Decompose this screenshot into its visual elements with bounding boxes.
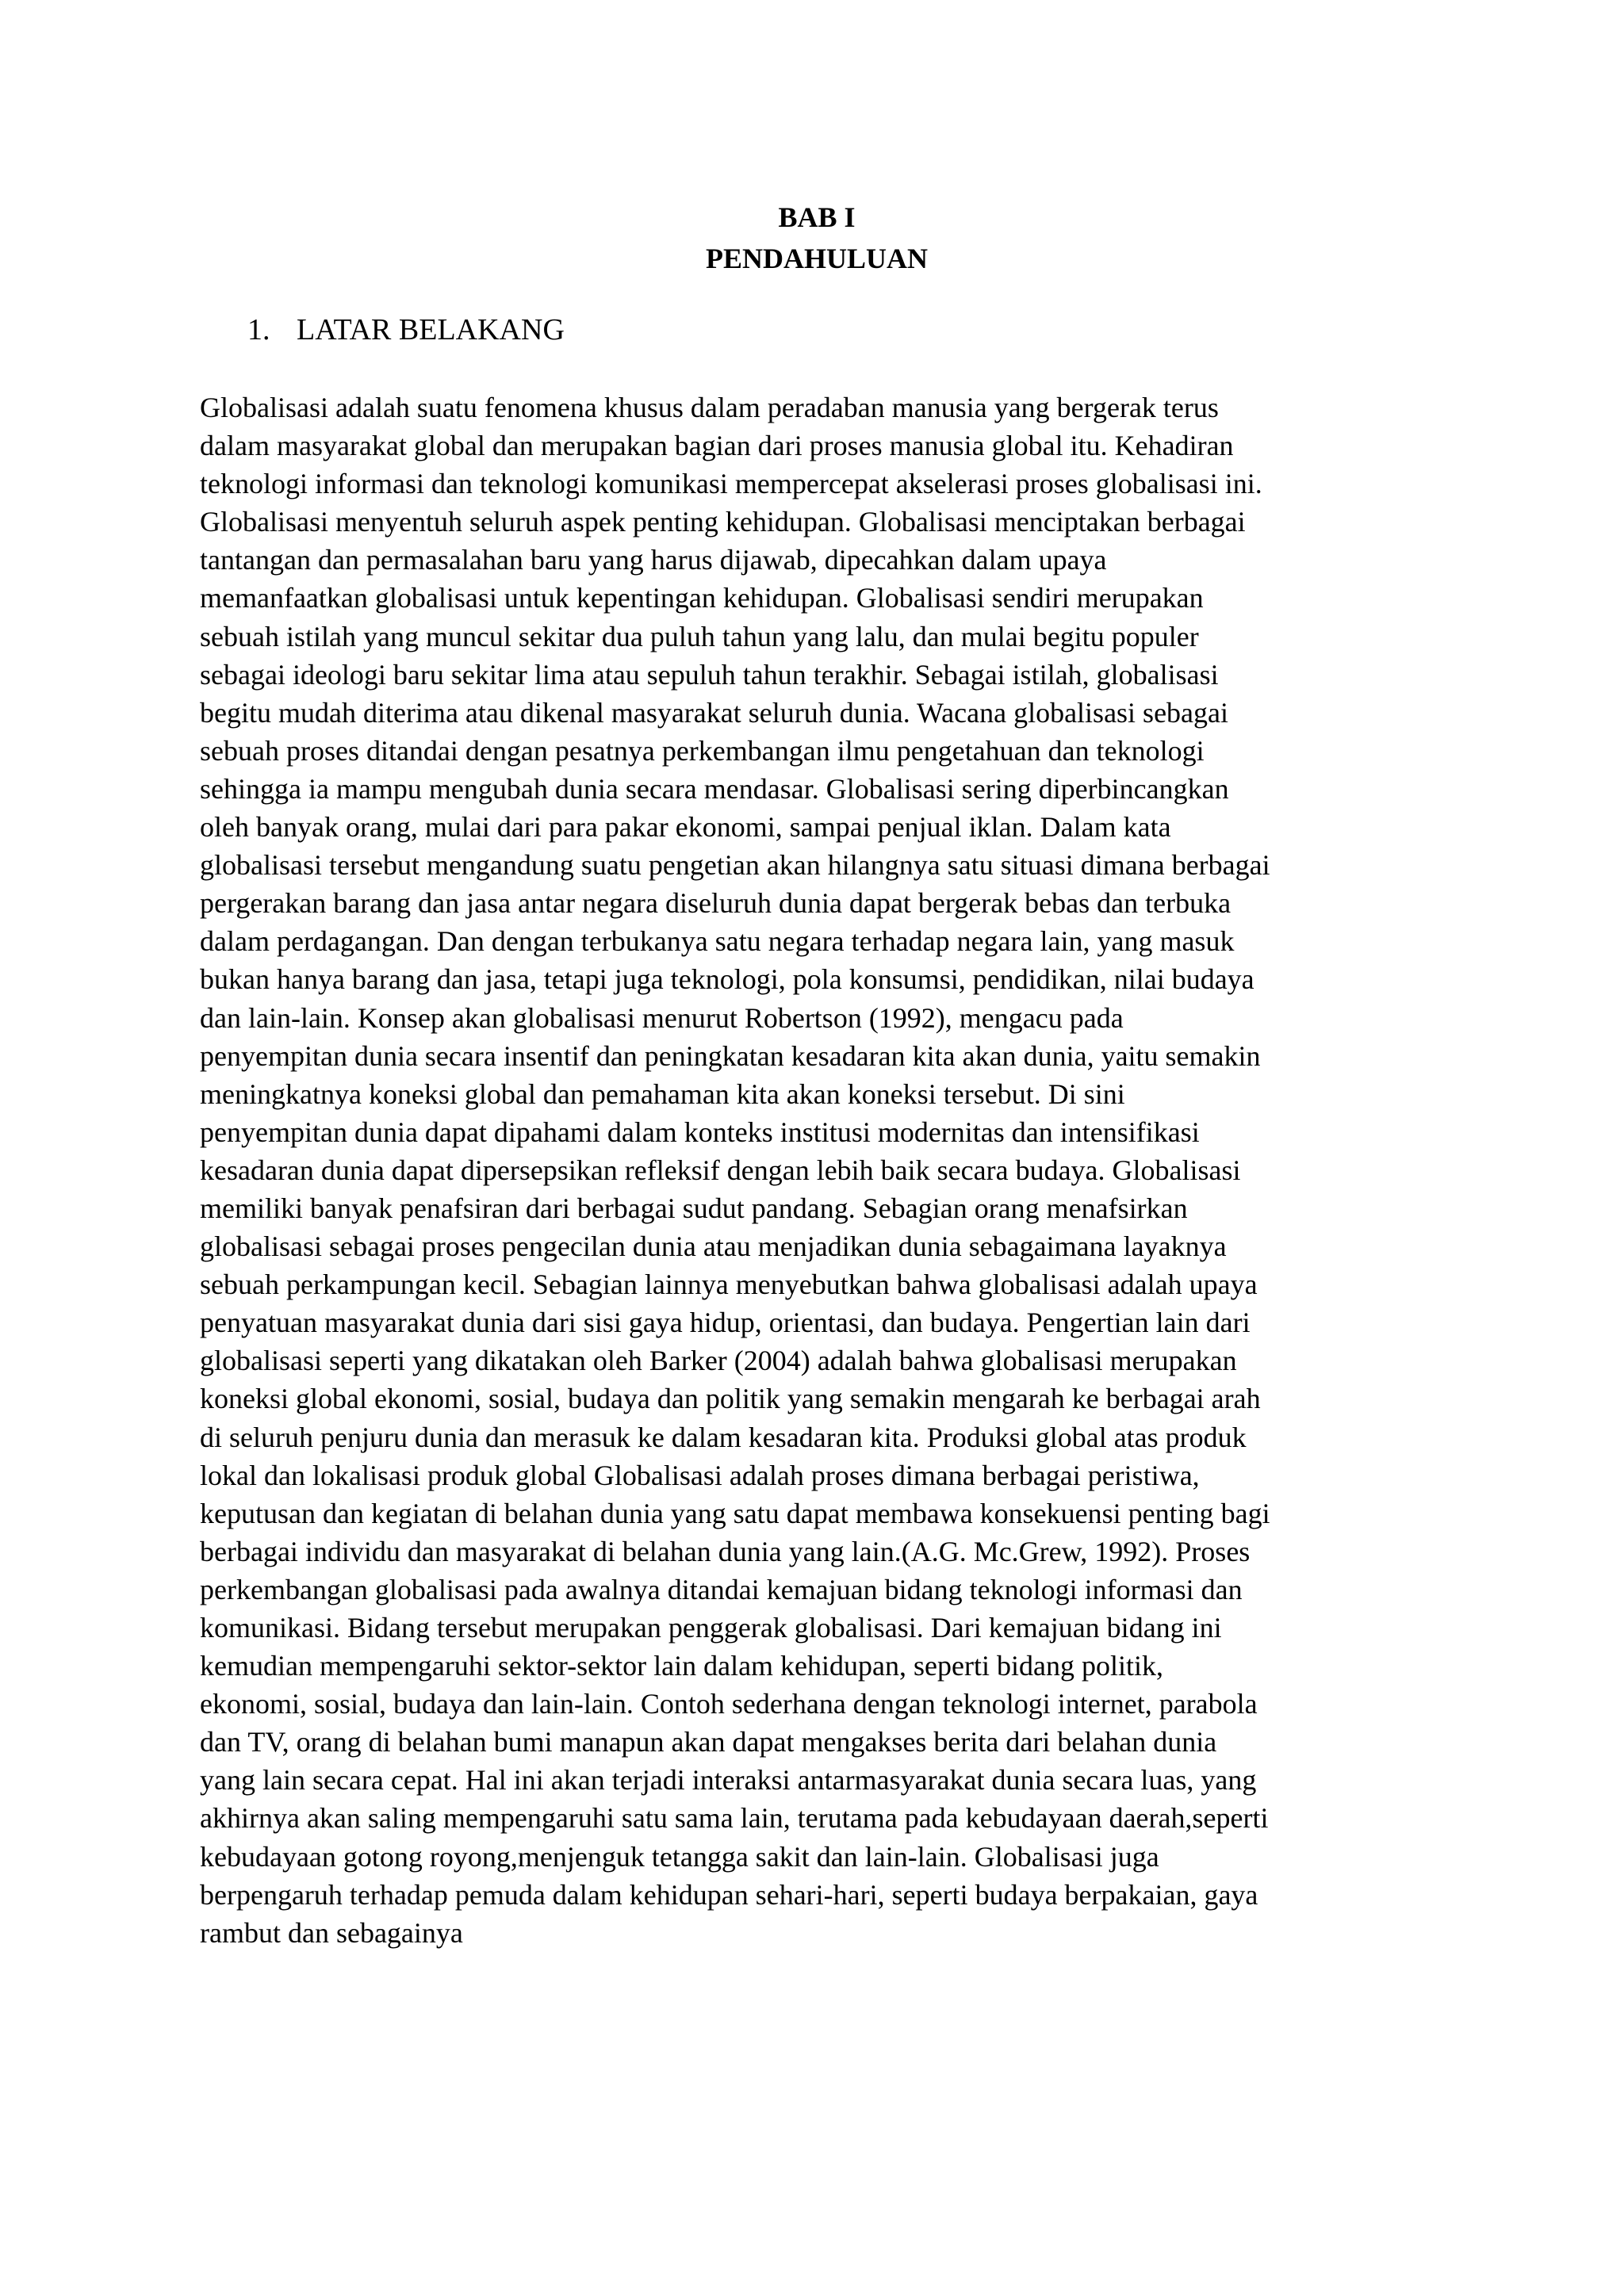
body-text-line: kemudian mempengaruhi sektor-sektor lain dalam kehidupan, seperti bidang politik, [200,1650,1163,1682]
body-text-line: memiliki banyak penafsiran dari berbagai sudut pandang. Sebagian orang menafsirkan [200,1192,1188,1224]
body-text-line: meningkatnya koneksi global dan pemahaman kita akan koneksi tersebut. Di sini [200,1077,1125,1110]
body-text-line: di seluruh penjuru dunia dan merasuk ke dalam kesadaran kita. Produksi global atas produk [200,1421,1247,1453]
body-text-line: keputusan dan kegiatan di belahan dunia yang satu dapat membawa konsekuensi penting bagi [200,1497,1270,1529]
body-text-line: pergerakan barang dan jasa antar negara diseluruh dunia dapat bergerak bebas dan terbuka [200,887,1231,920]
body-text-line: globalisasi sebagai proses pengecilan dunia atau menjadikan dunia sebagaimana layaknya [200,1230,1227,1263]
body-text-line: dan lain-lain. Konsep akan globalisasi menurut Robertson (1992), mengacu pada [200,1001,1124,1034]
body-text-line: dan TV, orang di belahan bumi manapun akan dapat mengakses berita dari belahan dunia [200,1726,1217,1758]
body-text-line: oleh banyak orang, mulai dari para pakar ekonomi, sampai penjual iklan. Dalam kata [200,811,1171,844]
body-text-line: akhirnya akan saling mempengaruhi satu sama lain, terutama pada kebudayaan daerah,seperti [200,1802,1269,1835]
body-text-line: globalisasi seperti yang dikatakan oleh Barker (2004) adalah bahwa globalisasi merupakan [200,1345,1237,1377]
chapter-heading [690,197,944,279]
body-text-line: sehingga ia mampu mengubah dunia secara mendasar. Globalisasi sering diperbincangkan [200,772,1229,805]
body-text-line: Globalisasi adalah suatu fenomena khusus dalam peradaban manusia yang bergerak terus [200,392,1219,423]
body-text-line: Globalisasi menyentuh seluruh aspek penting kehidupan. Globalisasi menciptakan berbagai [200,506,1246,538]
body-text-line: teknologi informasi dan teknologi komunikasi mempercepat akselerasi proses globalisasi ini. [200,468,1262,500]
body-text-line: penyatuan masyarakat dunia dari sisi gaya hidup, orientasi, dan budaya. Pengertian lain dari [200,1307,1251,1339]
body-text-line: berbagai individu dan masyarakat di belahan dunia yang lain.(A.G. Mc.Grew, 1992). Proses [200,1535,1251,1567]
body-text-line: dalam masyarakat global dan merupakan bagian dari proses manusia global itu. Kehadiran [200,430,1234,462]
body-text-line: bukan hanya barang dan jasa, tetapi juga teknologi, pola konsumsi, pendidikan, nilai budaya [200,963,1254,996]
section-title: LATAR BELAKANG [297,313,565,346]
body-text-line: kebudayaan gotong royong,menjenguk tetangga sakit dan lain-lain. Globalisasi juga [200,1840,1159,1873]
body-text-line: rambut dan sebagainya [200,1916,463,1949]
body-text-line: perkembangan globalisasi pada awalnya ditandai kemajuan bidang teknologi informasi dan [200,1573,1243,1605]
body-text-line: sebuah istilah yang muncul sekitar dua puluh tahun yang lalu, dan mulai begitu populer [200,620,1199,652]
body-text-line: tantangan dan permasalahan baru yang harus dijawab, dipecahkan dalam upaya [200,544,1107,576]
body-text-line: ekonomi, sosial, budaya dan lain-lain. Contoh sederhana dengan teknologi internet, parabola [200,1688,1258,1720]
body-text-line: sebuah proses ditandai dengan pesatnya perkembangan ilmu pengetahuan dan teknologi [200,734,1205,767]
body-text-line: yang lain secara cepat. Hal ini akan terjadi interaksi antarmasyarakat dunia secara luas, yang [200,1764,1257,1797]
body-paragraph [200,388,1437,1952]
body-text-line: begitu mudah diterima atau dikenal masyarakat seluruh dunia. Wacana globalisasi sebagai [200,696,1229,729]
body-text-line: sebuah perkampungan kecil. Sebagian lainnya menyebutkan bahwa globalisasi adalah upaya [200,1269,1258,1301]
body-text-line: lokal dan lokalisasi produk global Globalisasi adalah proses dimana berbagai peristiwa, [200,1459,1200,1491]
chapter-number: BAB I [778,201,856,233]
body-text-line: memanfaatkan globalisasi untuk kepentingan kehidupan. Globalisasi sendiri merupakan [200,582,1204,614]
body-text-line: dalam perdagangan. Dan dengan terbukanya satu negara terhadap negara lain, yang masuk [200,925,1235,958]
body-text-line: kesadaran dunia dapat dipersepsikan refleksif dengan lebih baik secara budaya. Globalisasi [200,1154,1241,1186]
body-text-line: penyempitan dunia secara insentif dan peningkatan kesadaran kita akan dunia, yaitu semakin [200,1039,1261,1072]
body-text-line: komunikasi. Bidang tersebut merupakan penggerak globalisasi. Dari kemajuan bidang ini [200,1612,1222,1644]
body-text-line: koneksi global ekonomi, sosial, budaya dan politik yang semakin mengarah ke berbagai arah [200,1383,1261,1415]
body-text-line: penyempitan dunia dapat dipahami dalam konteks institusi modernitas dan intensifikasi [200,1115,1200,1148]
body-text-line: sebagai ideologi baru sekitar lima atau sepuluh tahun terakhir. Sebagai istilah, globalisasi [200,658,1219,691]
section-heading [247,309,565,350]
section-number: 1. [247,313,270,346]
body-text-line: globalisasi tersebut mengandung suatu pengetian akan hilangnya satu situasi dimana berbagai [200,849,1270,882]
chapter-title: PENDAHULUAN [705,243,928,274]
body-text-line: berpengaruh terhadap pemuda dalam kehidupan sehari-hari, seperti budaya berpakaian, gaya [200,1878,1258,1911]
